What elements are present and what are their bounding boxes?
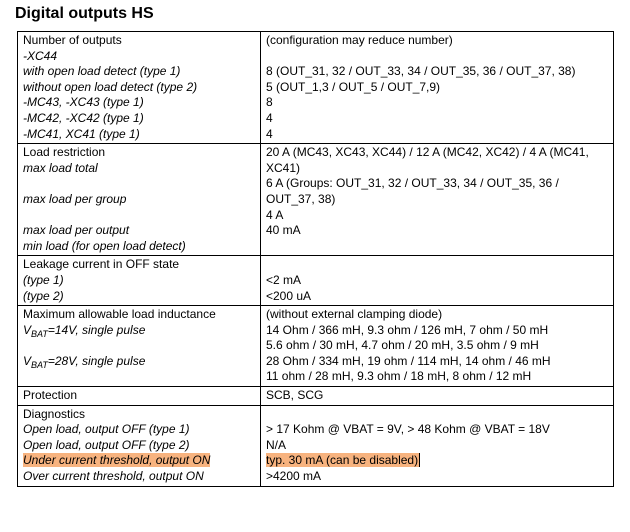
row-sub-label: max load total (23, 160, 98, 175)
row-label-cell (18, 256, 261, 306)
row-value: 14 Ohm / 366 mH, 9.3 ohm / 126 mH, 7 ohm / 50 mH (266, 322, 549, 337)
row-sub-label: (type 2) (23, 288, 64, 303)
row-value: (configuration may reduce number) (266, 33, 453, 47)
row-value: <200 uA (266, 288, 312, 303)
row-value: 40 mA (266, 223, 301, 238)
row-value: 5.6 ohm / 30 mH, 4.7 ohm / 20 mH, 3.5 ohm / 9 mH (266, 338, 539, 353)
row-value-cell (261, 144, 614, 256)
spec-table (17, 31, 614, 487)
row-sub-label-highlighted: Under current threshold, output ON (23, 453, 211, 468)
row-heading: Load restriction (23, 145, 106, 160)
row-label-cell (18, 387, 261, 406)
row-value-cell (261, 306, 614, 387)
row-heading: Number of outputs (23, 33, 122, 47)
row-heading: Leakage current in OFF state (23, 257, 180, 272)
row-sub-label: min load (for open load detect) (23, 238, 186, 253)
table-row (18, 32, 614, 144)
row-sub-label: without open load detect (type 2) (23, 79, 198, 94)
row-sub-label: Over current threshold, output ON (23, 469, 204, 484)
row-value: 11 ohm / 28 mH, 9.3 ohm / 18 mH, 8 ohm / 12 mH (266, 369, 532, 384)
table-row (18, 144, 614, 256)
row-sub-label: -XC44 (23, 48, 58, 63)
row-label-cell (18, 405, 261, 486)
row-value: > 17 Kohm @ VBAT = 9V, > 48 Kohm @ VBAT = 18V (266, 422, 550, 437)
table-row (18, 306, 614, 387)
row-value-cell (261, 405, 614, 486)
row-value-cell (261, 256, 614, 306)
row-sub-label: max load per group (23, 191, 127, 206)
row-value: 28 Ohm / 334 mH, 19 ohm / 114 mH, 14 ohm / 46 mH (266, 353, 551, 368)
row-heading: Protection (23, 388, 78, 403)
row-value: 6 A (Groups: OUT_31, 32 / OUT_33, 34 / OUT_35, 36 / OUT_37, 38) (266, 176, 559, 206)
row-value-cell (261, 387, 614, 406)
row-sub-label: with open load detect (type 1) (23, 64, 181, 79)
row-sub-label: -MC43, -XC43 (type 1) (23, 95, 144, 110)
row-value: (without external clamping diode) (266, 307, 443, 322)
row-sub-label: Open load, output OFF (type 1) (23, 422, 190, 437)
row-value: 4 A (266, 207, 284, 222)
row-label-cell (18, 306, 261, 387)
row-heading: Maximum allowable load inductance (23, 307, 216, 322)
page-title: Digital outputs HS (15, 5, 154, 22)
row-sub-label: Open load, output OFF (type 2) (23, 437, 190, 452)
table-row (18, 256, 614, 306)
row-value: 4 (266, 110, 273, 125)
table-row (18, 405, 614, 486)
row-value-highlighted: typ. 30 mA (can be disabled) (266, 453, 419, 468)
row-label-cell (18, 32, 261, 144)
table-row (18, 387, 614, 406)
row-value-cell (261, 32, 614, 144)
row-value: >4200 mA (266, 469, 322, 484)
row-sub-label: -MC42, -XC42 (type 1) (23, 110, 144, 125)
row-sub-label: (type 1) (23, 272, 64, 287)
row-value (266, 49, 610, 65)
row-value: 5 (OUT_1,3 / OUT_5 / OUT_7,9) (266, 79, 441, 94)
row-value: 4 (266, 126, 273, 141)
row-value: 8 (OUT_31, 32 / OUT_33, 34 / OUT_35, 36 / OUT_37, 38) (266, 64, 576, 79)
row-value: SCB, SCG (266, 388, 324, 403)
vbat-28-label: $V_{BAT}=28V$, single pulse (23, 353, 146, 370)
row-value: N/A (266, 437, 287, 452)
row-heading: Diagnostics (23, 406, 86, 421)
row-value: 8 (266, 95, 273, 110)
row-value: <2 mA (266, 272, 302, 287)
row-sub-label: -MC41, XC41 (type 1) (23, 126, 140, 141)
vbat-14-label: $V_{BAT}=14V$, single pulse (23, 322, 146, 339)
row-label-cell (18, 144, 261, 256)
row-sub-label: max load per output (23, 223, 130, 238)
row-value: 20 A (MC43, XC43, XC44) / 12 A (MC42, XC42) / 4 A (MC41, XC41) (266, 145, 589, 175)
